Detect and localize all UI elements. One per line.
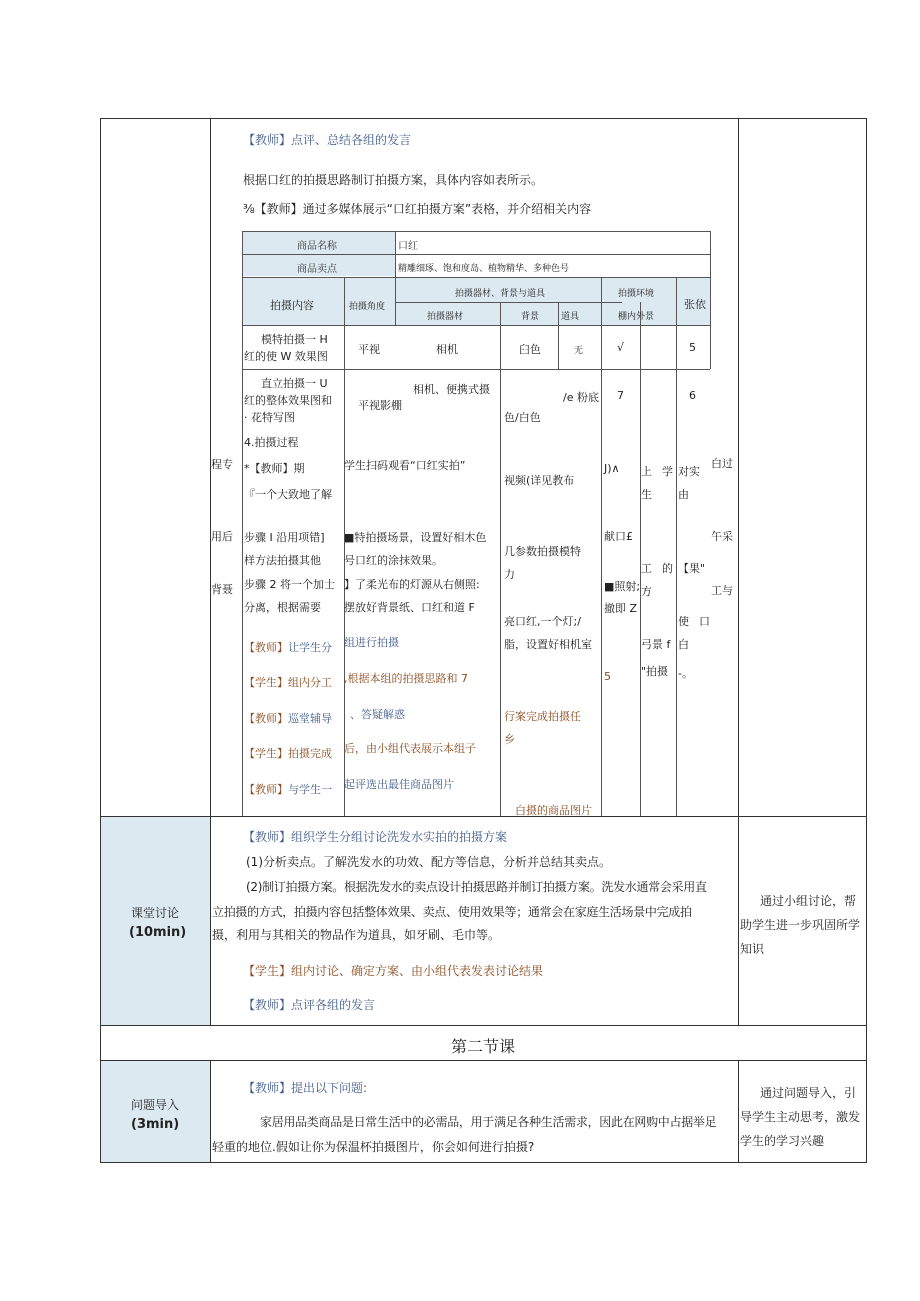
process-c2-line: 组进行拍摄: [344, 636, 399, 649]
row1-content-b: 红的使 W 效果图: [244, 350, 328, 363]
inner-line: [242, 254, 710, 255]
row2-equipment-a: 相机、便携式摄: [413, 383, 490, 396]
inner-line: [242, 277, 710, 278]
inner-line: [640, 302, 641, 816]
discussion-duration: (10min): [129, 925, 187, 940]
sub-equipment: 拍摄器材: [427, 312, 464, 322]
outer-bottom-border: [100, 1162, 867, 1163]
inner-line: [500, 302, 501, 816]
inner-line: [242, 231, 710, 232]
product-name-label: 商品名称: [297, 241, 337, 252]
header-content: 拍摄内容: [270, 299, 314, 312]
discussion-intent-a: 通过小组讨论，帮: [760, 894, 857, 908]
discussion-p2a: (2)制订拍摄方案。根据洗发水的卖点设计拍摄思路并制订拍摄方案。洗发水通常会采用直: [246, 880, 707, 894]
discussion-p2b: 立拍摄的方式，拍摄内容包括整体效果、卖点、使用效果等；通常会在家庭生活场景中完成拍: [212, 905, 692, 919]
process-right-line: 工与: [711, 584, 733, 597]
process-c5-line: 学: [662, 465, 673, 478]
teacher-review-line: 【教师】点评、总结各组的发言: [243, 133, 412, 147]
process-c2-line: 起评选出最佳商品图片: [344, 778, 454, 791]
process-c6-line: 白: [678, 638, 689, 651]
process-c3-line: 乡: [504, 733, 515, 746]
process-role-line: 【教师】巡堂辅导: [244, 712, 332, 725]
process-c2-line: ■特拍摄场景，设置好相木色: [344, 531, 487, 544]
process-c5-line: 方: [641, 585, 652, 598]
header-last: 张依: [684, 298, 706, 311]
process-c6-line: 由: [678, 488, 689, 501]
sub-props: 道具: [561, 312, 580, 322]
row2-equipment-b: 平视影棚: [358, 399, 402, 412]
process-c6-line: 对实: [678, 465, 700, 478]
process-role-line: 【学生】拍摄完成: [244, 747, 332, 760]
process-role-line: 【教师】让学生分: [244, 641, 332, 654]
intro-intent-b: 导学生主动思考，激发: [740, 1110, 861, 1124]
divider-discussion: [100, 816, 867, 817]
process-c4-line: 5: [604, 670, 611, 683]
intro-p1b: 轻重的地位.假如让你为保温杯拍摄图片，你会如何进行拍摄?: [212, 1140, 535, 1154]
row2-background-b: 色/白色: [504, 411, 541, 424]
intro-label: 问题导入: [131, 1098, 180, 1112]
process-c1-line: 分离，根据需要: [244, 601, 321, 614]
row2-props: 7: [617, 389, 624, 402]
row2-content-b: 红的整体效果图和: [244, 394, 332, 407]
process-c3-line: 亮口红,一个灯;/: [504, 615, 581, 628]
process-c4-line: J)∧: [604, 462, 620, 475]
row2-content-c: · 花特写图: [244, 411, 295, 424]
selling-points-value: 精雕细琢、饱和度岛、植物精华、多种色号: [398, 264, 570, 274]
intro-intent-c: 学生的学习兴趣: [740, 1134, 825, 1148]
product-name-value: 口红: [398, 241, 418, 252]
col-divider-1-bottom: [210, 1060, 211, 1163]
row1-equipment: 相机: [436, 343, 458, 356]
header-equipment-group: 拍摄器材、背景与道具: [455, 289, 546, 299]
discussion-p1: (1)分析卖点。了解洗发水的功效、配方等信息，分析并总结其卖点。: [246, 855, 612, 869]
process-c3-line: 几参数拍摄模特: [504, 545, 581, 558]
intro-teacher: 【教师】提出以下问题:: [243, 1081, 368, 1095]
process-c5-line: "拍摄: [641, 665, 669, 678]
sub-background: 背景: [521, 312, 540, 322]
discussion-label-shade: [101, 817, 210, 1025]
process-c1-line: 样方法拍摄其他: [244, 554, 321, 567]
process-c5-line: 上: [641, 465, 652, 478]
process-c3-line: 白摄的商品图片: [515, 804, 592, 817]
row1-props: 无: [574, 346, 584, 356]
process-c4-line: 献口£: [604, 530, 633, 543]
section2-title: 第二节课: [450, 1037, 515, 1056]
process-c6-line: 口: [699, 615, 710, 628]
discussion-label: 课堂讨论: [131, 906, 180, 920]
process-c2-line: 号口红的涂抹效果。: [344, 554, 443, 567]
process-c5-line: 的: [662, 562, 673, 575]
process-c2-line: 学生扫码观看“口红实拍”: [344, 459, 466, 472]
header-angle: 拍摄角度: [349, 302, 386, 312]
outer-top-border: [100, 118, 867, 119]
row1-angle: 平视: [358, 343, 380, 356]
process-c2-line: 、答疑解惑: [350, 708, 405, 721]
process-c4-line: 撤即 Z: [604, 602, 638, 615]
process-c2-line: 后，由小组代表展示本组子: [344, 742, 476, 755]
col-divider-1-top: [210, 118, 211, 1026]
inner-line: [676, 277, 677, 816]
process-c6-line: 使: [678, 615, 689, 628]
discussion-intent-c: 知识: [740, 942, 765, 956]
inner-line: [601, 277, 602, 816]
discussion-student: 【学生】组内讨论、确定方案、由小组代表发表讨论结果: [243, 964, 544, 978]
process-c3-line: 行案完成拍摄任: [504, 710, 581, 723]
process-c3-line: 脂，设置好相机室: [504, 638, 592, 651]
inner-line: [242, 231, 243, 816]
process-c6-line: 【果": [678, 562, 706, 575]
row1-content-a: 模特拍摄一 H: [261, 333, 328, 346]
inner-line: [395, 302, 622, 303]
process-c2-line: ,根据本组的拍摄思路和 7: [344, 672, 468, 685]
discussion-teacher: 【教师】组织学生分组讨论洗发水实拍的拍摄方案: [243, 830, 508, 844]
process-c3-line: 力: [504, 568, 515, 581]
discussion-intent-b: 助学生进一步巩固所学: [740, 918, 861, 932]
col-divider-2-top: [738, 118, 739, 1026]
process-c3-line: 视频(详见教布: [504, 474, 575, 487]
row2-background-a: /e 粉底: [563, 391, 599, 404]
intro-duration: (3min): [131, 1117, 180, 1132]
teacher-show-line: ⅜【教师】通过多媒体展示“口红拍摄方案”表格，并介绍相关内容: [243, 202, 592, 216]
process-left-line: 用后: [211, 530, 233, 543]
row1-background: 臼色: [519, 343, 541, 356]
process-c2-line: 摆放好背景纸、口红和道 F: [344, 601, 475, 614]
process-c1-line: *【教师】期: [244, 462, 305, 475]
process-right-line: 午采: [711, 530, 733, 543]
process-right-line: 白过: [711, 457, 733, 470]
inner-line: [395, 231, 396, 325]
row2-content-a: 直立拍摄一 U: [261, 377, 328, 390]
discussion-teacher2: 【教师】点评各组的发言: [243, 998, 376, 1012]
col-divider-2-bottom: [738, 1060, 739, 1163]
intro-p1a: 家居用品类商品是日常生活中的必需品，用于满足各种生活需求，因此在网购中占据举足: [260, 1115, 717, 1129]
plan-intro-line: 根据口红的拍摄思路制订拍摄方案，具体内容如表所示。: [243, 173, 544, 187]
row2-count: 6: [689, 389, 696, 402]
process-c4-line: ■照射;: [604, 580, 641, 593]
row1-env-in: √: [617, 341, 625, 354]
process-role-line: 【学生】组内分工: [244, 676, 332, 689]
process-c2-line: 】了柔光布的灯源从右侧照:: [344, 578, 480, 591]
process-c6-line: -。: [678, 667, 693, 680]
sub-env: 棚内外景: [618, 312, 655, 322]
header-env-group: 拍摄环境: [618, 289, 655, 299]
inner-line: [558, 302, 559, 369]
selling-points-label: 商品卖点: [297, 264, 337, 275]
row1-count: 5: [689, 341, 696, 354]
discussion-p2c: 摄，利用与其相关的物品作为道具，如牙刷、毛巾等。: [212, 928, 501, 942]
process-role-line: 【教师】与学生一: [244, 783, 332, 796]
process-c5-line: 生: [641, 488, 652, 501]
divider-section2: [100, 1025, 867, 1026]
divider-intro: [100, 1060, 867, 1061]
process-c1-line: 步骤 I 沿用项错]: [244, 531, 325, 544]
process-left-line: 背聂: [211, 583, 233, 596]
process-c1-line: 『一个大致地了解: [244, 488, 332, 501]
process-c5-line: 弓景 f: [641, 638, 671, 651]
outer-right-border: [866, 118, 867, 1163]
intro-intent-a: 通过问题导入，引: [760, 1086, 857, 1100]
inner-line: [710, 231, 711, 369]
process-c5-line: 工: [641, 562, 652, 575]
process-title: 4.拍摄过程: [244, 436, 299, 449]
process-c1-line: 步骤 2 将一个加士: [244, 578, 335, 591]
inner-line: [344, 277, 345, 325]
process-left-line: 程专: [211, 458, 233, 471]
